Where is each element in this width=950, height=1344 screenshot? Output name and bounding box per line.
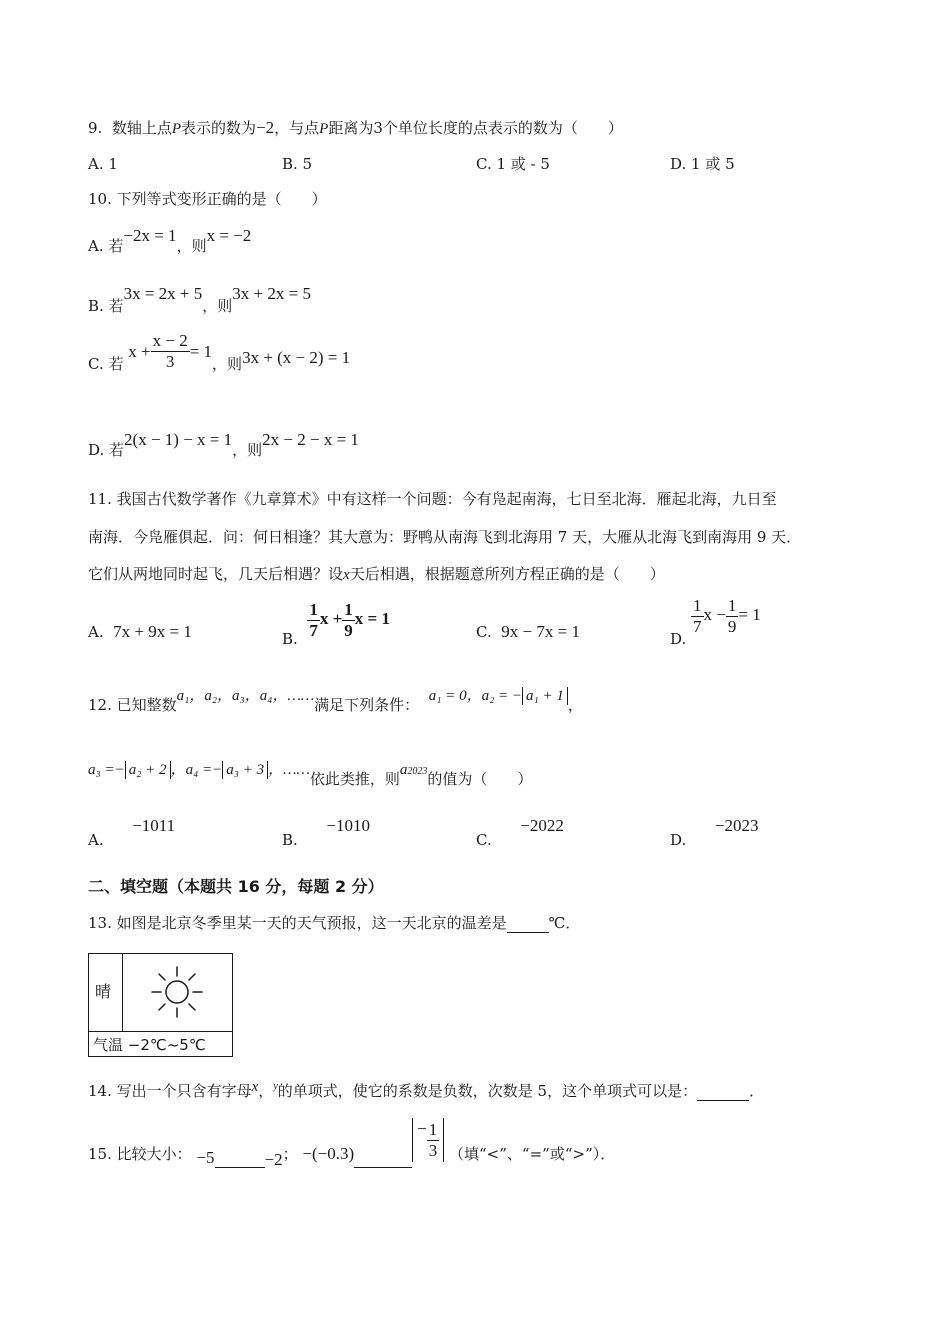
q11-line-2: 南海．今凫雁俱起．问：何日相逢？其大意为：野鸭从南海飞到北海用 7 天，大雁从北海飞到南海用 9 天． [88, 528, 802, 546]
q10-stem: 10. 下列等式变形正确的是（ ） [88, 190, 327, 208]
q9-option-b[interactable]: B. 5 [282, 155, 313, 173]
q11-option-a[interactable]: A. 7x + 9x = 1 [88, 622, 192, 641]
q10-option-a[interactable]: A. 若−2x = 1，则x = −2 [88, 226, 252, 255]
q10-option-b[interactable]: B. 若3x = 2x + 5，则3x + 2x = 5 [88, 284, 311, 315]
q9-option-d[interactable]: D. 1 或 5 [670, 155, 735, 173]
q15-answer-blank-2[interactable] [354, 1149, 412, 1168]
q12-option-a[interactable]: A. −1011 [88, 816, 176, 849]
weather-condition: 晴 [95, 982, 112, 1001]
q10-option-d[interactable]: D. 若2(x − 1) − x = 1，则2x − 2 − x = 1 [88, 430, 359, 459]
q11-option-b[interactable]: B. $\frac{1}{7}$ x + $\frac{1}{9}$ x = 1 [282, 600, 390, 649]
q12-stem-line-2: a₃ =− a₂ + 2 ，a₄ =− a₃ + 3 ，……依此类推，则a2023的值为（ ） [88, 762, 533, 788]
q11-line-1: 11. 我国古代数学著作《九章算术》中有这样一个问题：今有凫起南海，七日至北海．雁起北海，九日至 [88, 490, 777, 508]
q15-stem: 15. 比较大小： −5 −2； −(−0.3) − $\frac{1}{3}$ （填“<”、“=”或“>”）． [88, 1118, 616, 1169]
q13-answer-blank[interactable] [507, 914, 549, 933]
q12-stem-line-1: 12. 已知整数a₁，a₂，a₃，a₄，……满足下列条件： a₁ = 0，a₂ = − a₁ + 1 ， [88, 688, 583, 714]
q12-option-d[interactable]: D. −2023 [670, 816, 759, 849]
q14-answer-blank[interactable] [697, 1082, 749, 1101]
q11-option-c[interactable]: C. 9x − 7x = 1 [476, 622, 580, 641]
q11-option-d[interactable]: D. $\frac{1}{7}$ x − $\frac{1}{9}$ = 1 [670, 596, 761, 649]
temperature-range: 气温 −2℃~5℃ [93, 1036, 206, 1054]
q11-line-3: 它们从两地同时起飞，几天后相遇？设x天后相遇，根据题意所列方程正确的是（ ） [88, 565, 665, 583]
section-heading: 二、填空题（本题共 16 分，每题 2 分） [88, 877, 384, 896]
q10-option-c[interactable]: C. 若 x + $\frac{x - 2}{3}$ = 1，则3x + (x − 2) = 1 [88, 331, 351, 374]
q9-option-a[interactable]: A. 1 [88, 155, 118, 173]
q14-stem: 14. 写出一个只含有字母x，$^y$的单项式，使它的系数是负数，次数是 5，这个单项式可以是： ． [88, 1079, 765, 1100]
q9-option-c[interactable]: C. 1 或 - 5 [476, 155, 550, 173]
q13-stem: 13. 如图是北京冬季里某一天的天气预报，这一天北京的温差是 ℃． [88, 914, 581, 932]
q15-answer-blank-1[interactable] [215, 1149, 265, 1168]
weather-card [88, 953, 233, 1057]
q12-option-c[interactable]: C. −2022 [476, 816, 564, 849]
q12-option-b[interactable]: B. −1010 [282, 816, 370, 849]
sun-icon [147, 962, 207, 1022]
q9-stem: 9. 数轴上点P表示的数为−2，与点P距离为3个单位长度的点表示的数为（ ） [88, 118, 623, 137]
